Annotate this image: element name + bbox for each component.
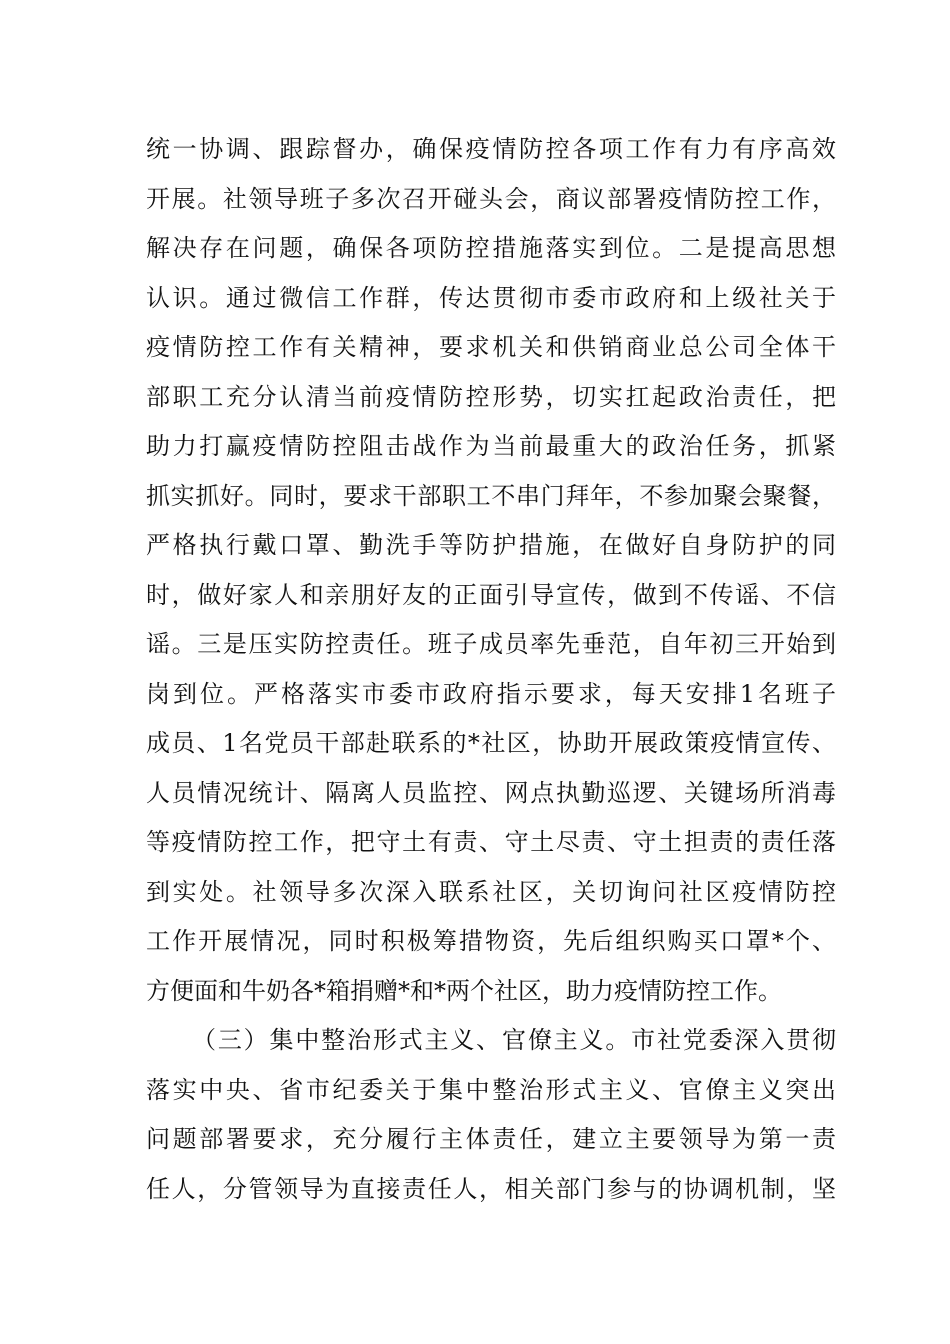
text-line: 疫情防控工作有关精神，要求机关和供销商业总公司全体干 [146, 333, 836, 361]
text-line: 任人，分管领导为直接责任人，相关部门参与的协调机制，坚 [146, 1174, 836, 1203]
text-line: 严格执行戴口罩、勤洗手等防护措施，在做好自身防护的同 [146, 531, 836, 559]
text-line: 工作开展情况，同时积极筹措物资，先后组织购买口罩*个、 [146, 927, 836, 955]
text-line: 抓实抓好。同时，要求干部职工不串门拜年，不参加聚会聚餐， [146, 481, 836, 510]
text-line: 认识。通过微信工作群，传达贯彻市委市政府和上级社关于 [146, 283, 836, 312]
text-line: 谣。三是压实防控责任。班子成员率先垂范，自年初三开始到 [146, 630, 836, 658]
paragraph-epidemic-prevention [146, 125, 836, 1016]
text-line: 开展。社领导班子多次召开碰头会，商议部署疫情防控工作， [146, 184, 836, 213]
text-line: 部职工充分认清当前疫情防控形势，切实扛起政治责任，把 [146, 382, 836, 411]
text-line: 问题部署要求，充分履行主体责任，建立主要领导为第一责 [146, 1125, 836, 1153]
text-line: 方便面和牛奶各*箱捐赠*和*两个社区，助力疫情防控工作。 [146, 976, 782, 1005]
text-line: 成员、1名党员干部赴联系的*社区，协助开展政策疫情宣传、 [146, 729, 836, 757]
text-line: 助力打赢疫情防控阻击战作为当前最重大的政治任务，抓紧 [146, 432, 836, 460]
text-line: 到实处。社领导多次深入联系社区，关切询问社区疫情防控 [146, 877, 836, 906]
section-heading-line: （三）集中整治形式主义、官僚主义。市社党委深入贯彻 [192, 1026, 836, 1054]
text-line: 等疫情防控工作，把守土有责、守土尽责、守土担责的责任落 [146, 828, 836, 856]
body-text [146, 125, 836, 1214]
text-line: 时，做好家人和亲朋好友的正面引导宣传，做到不传谣、不信 [146, 580, 836, 609]
text-line: 统一协调、跟踪督办，确保疫情防控各项工作有力有序高效 [146, 135, 836, 163]
text-line: 解决存在问题，确保各项防控措施落实到位。二是提高思想 [146, 234, 836, 262]
paragraph-formalism-rectification [146, 1016, 836, 1214]
text-line: 人员情况统计、隔离人员监控、网点执勤巡逻、关键场所消毒 [146, 778, 836, 807]
text-line: 岗到位。严格落实市委市政府指示要求，每天安排1名班子 [146, 679, 836, 708]
text-line: 落实中央、省市纪委关于集中整治形式主义、官僚主义突出 [146, 1075, 836, 1104]
